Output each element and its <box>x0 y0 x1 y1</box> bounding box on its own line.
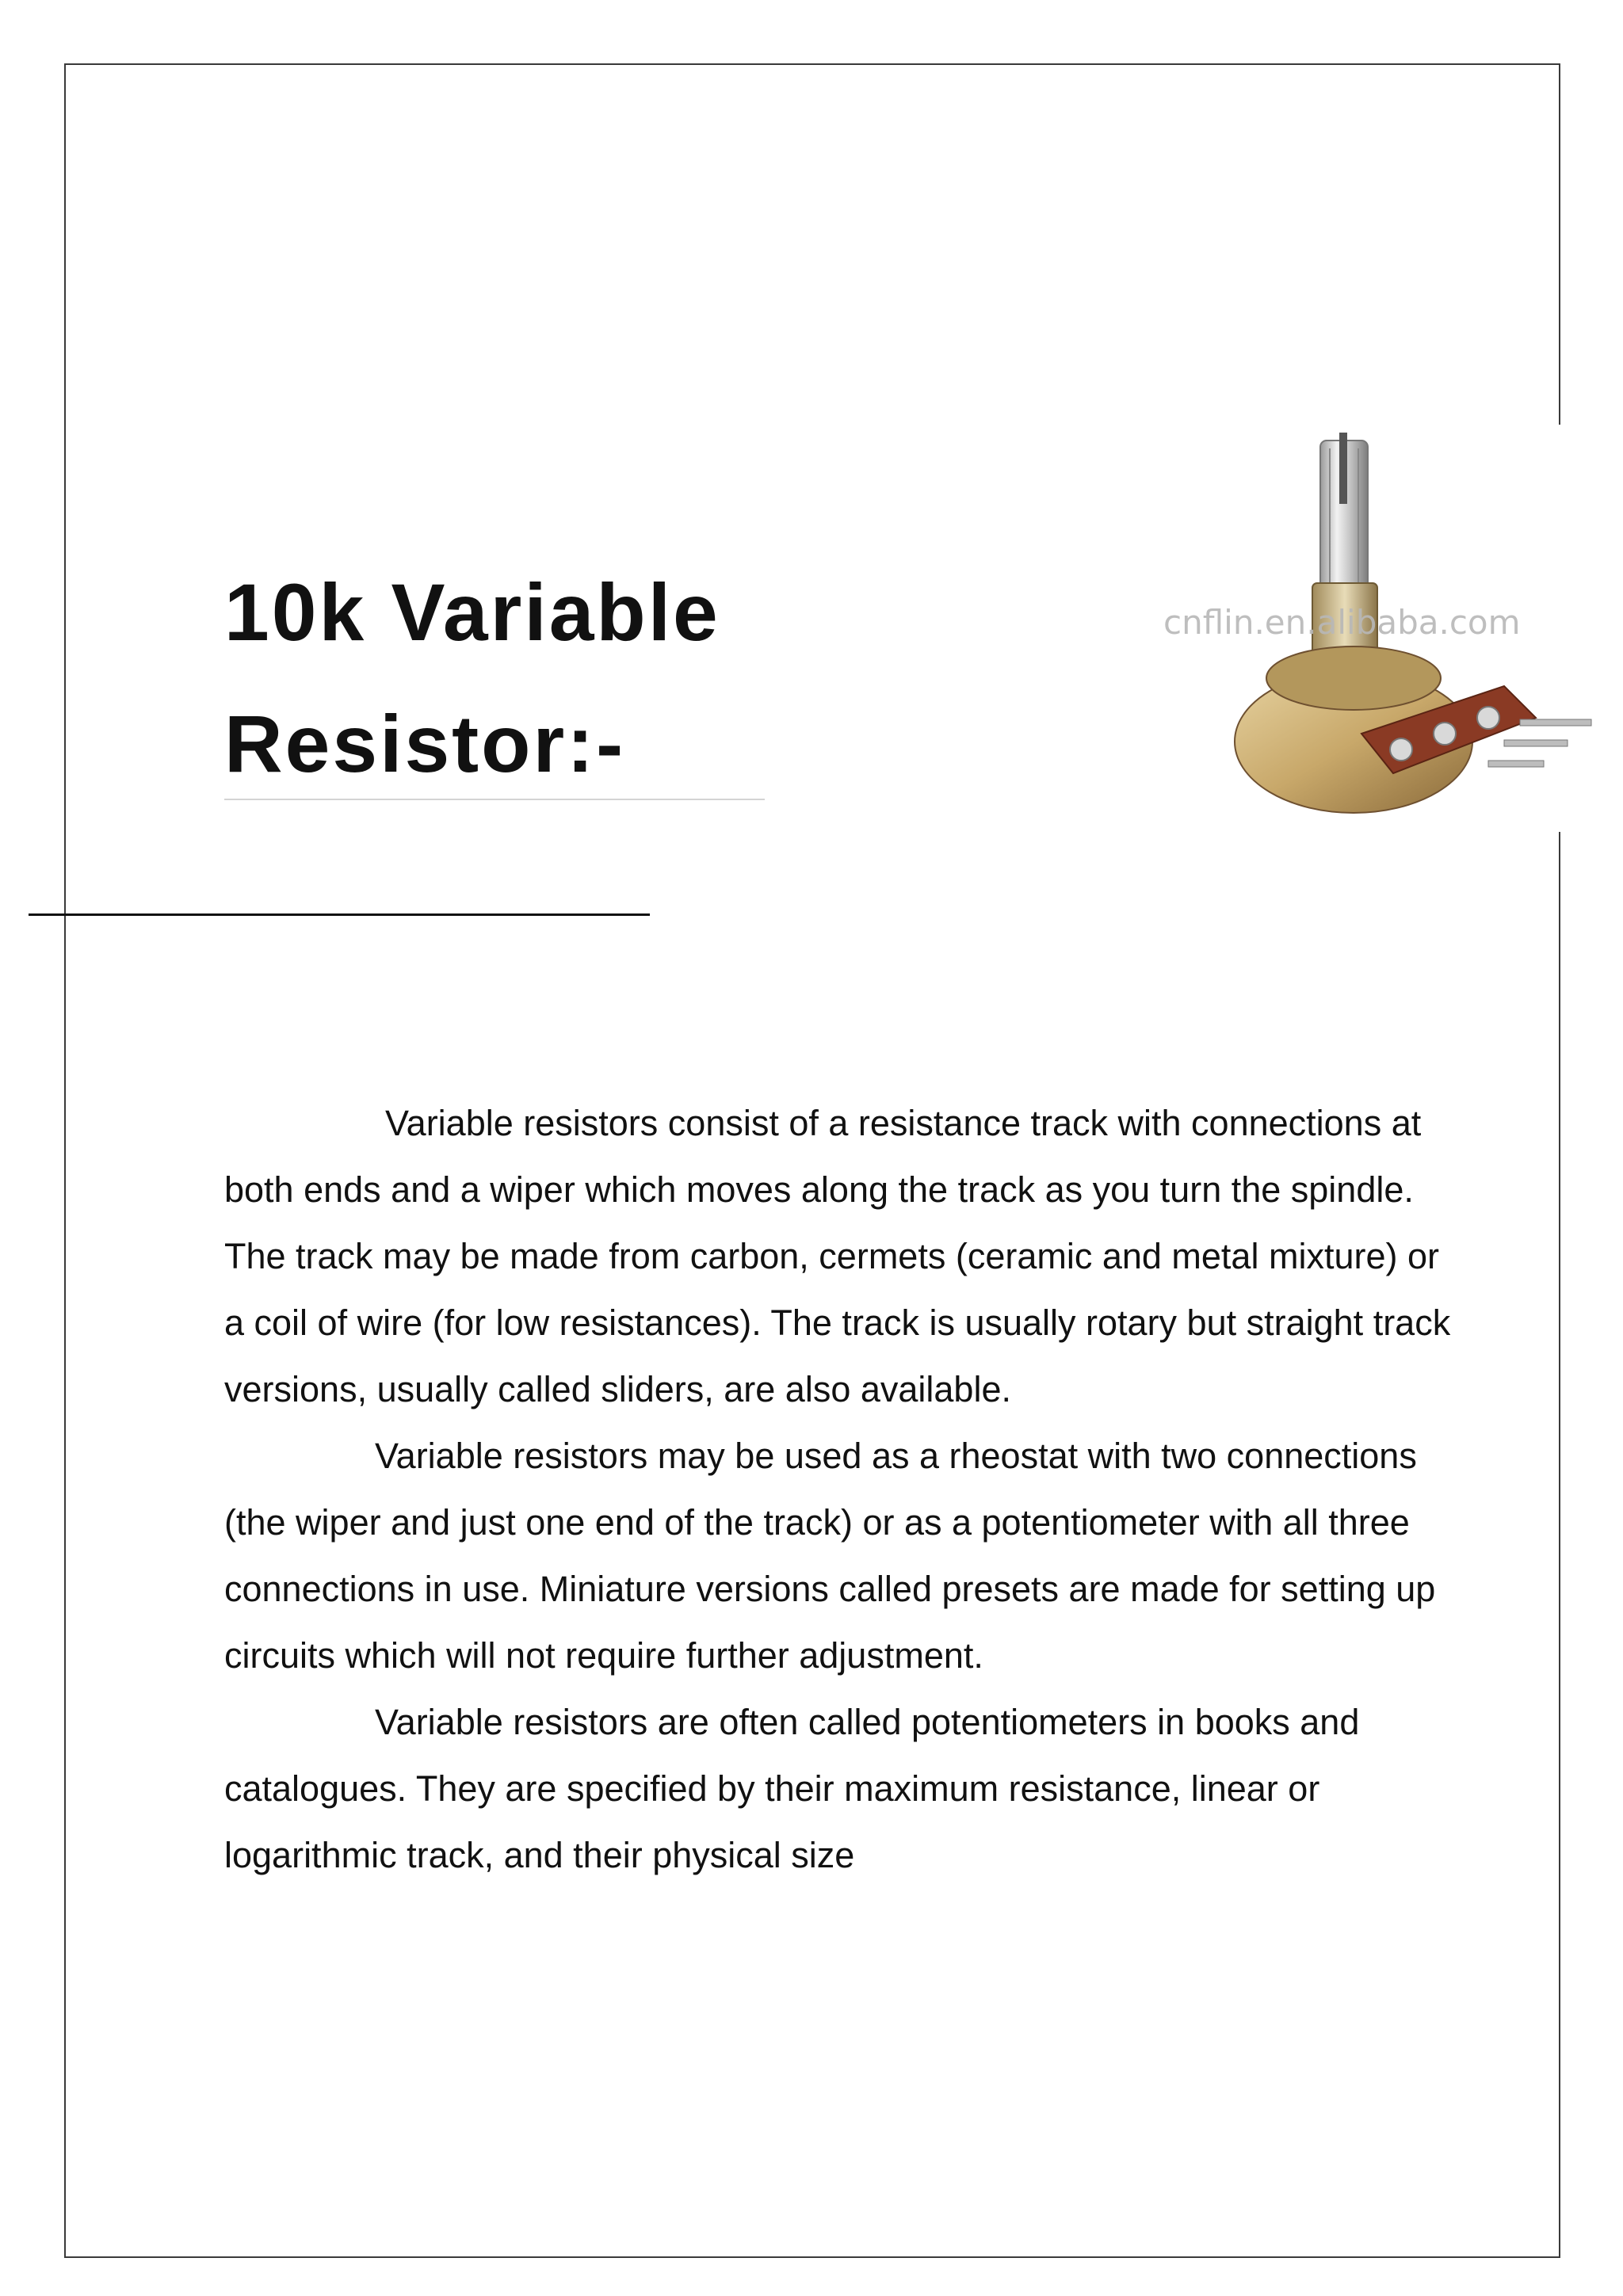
body-text <box>224 1090 1461 1889</box>
title-underline <box>224 799 765 800</box>
paragraph-3: Variable resistors are often called potentiometers in books and catalogues. They are specified by their maximum resistance, linear or logarithmic track, and their physical size <box>224 1702 1360 1875</box>
page-title-line-1: 10k Variable <box>224 567 720 658</box>
section-divider <box>29 913 650 916</box>
watermark-text: cnflin.en.alibaba.com <box>1163 603 1521 642</box>
potentiometer-photo <box>1163 425 1598 832</box>
page-title-line-2: Resistor:- <box>224 699 626 789</box>
paragraph-2: Variable resistors may be used as a rheostat with two connections (the wiper and just one end of the track) or as a potentiometer with all three connections in use. Miniature versions called presets are made for setting up circuits which will not require further adjustment. <box>224 1436 1436 1676</box>
paragraph-1: Variable resistors consist of a resistance track with connections at both ends and a wiper which moves along the track as you turn the spindle. The track may be made from carbon, cermets (ceramic and metal mixture) or a coil of wire (for low resistances). The track is usually rotary but straight track versions, usually called sliders, are also available. <box>224 1103 1451 1409</box>
